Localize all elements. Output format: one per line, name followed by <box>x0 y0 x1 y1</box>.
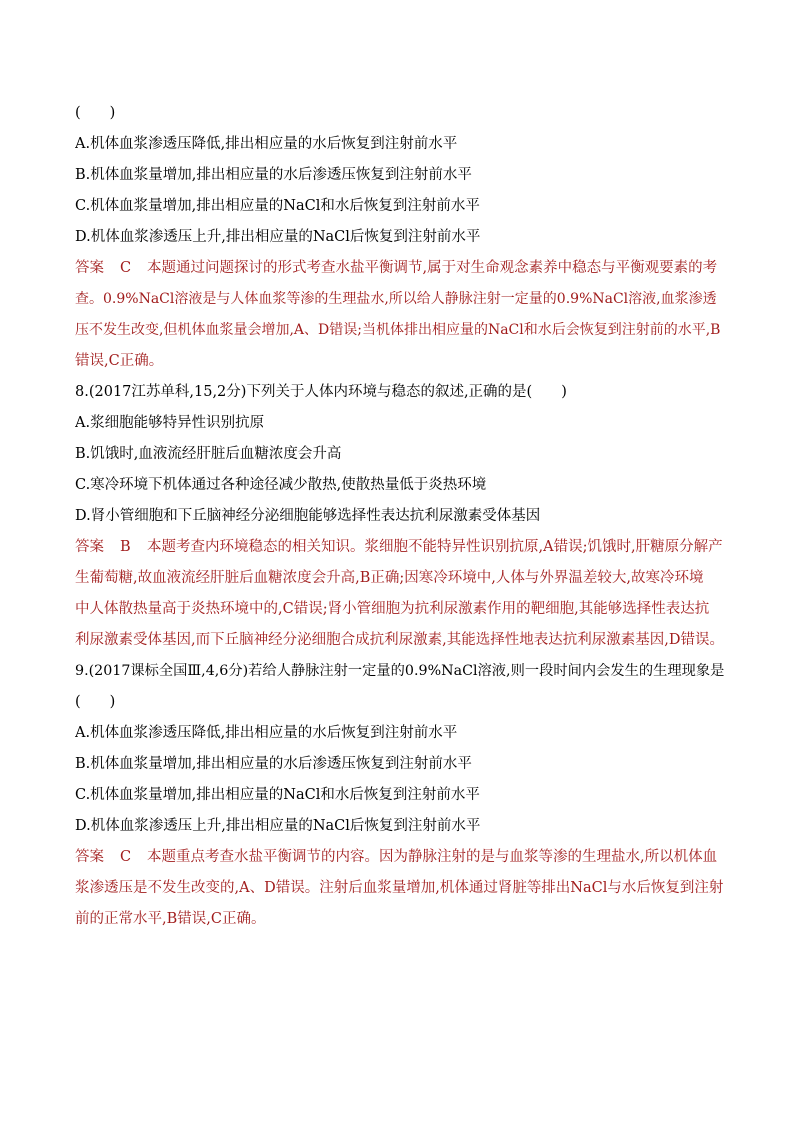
q8-option-d: D.肾小管细胞和下丘脑神经分泌细胞能够选择性表达抗利尿激素受体基因 <box>75 508 541 524</box>
q9-option-d: D.机体血浆渗透压上升,排出相应量的NaCl后恢复到注射前水平 <box>75 818 481 834</box>
q9-option-b: B.机体血浆量增加,排出相应量的水后渗透压恢复到注射前水平 <box>75 756 472 772</box>
q8-stem: 8.(2017江苏单科,15,2分)下列关于人体内环境与稳态的叙述,正确的是( ) <box>75 384 567 400</box>
q7-answer-letter: C <box>120 260 132 276</box>
q7-option-c: C.机体血浆量增加,排出相应量的NaCl和水后恢复到注射前水平 <box>75 198 480 214</box>
q9-explanation-2: 浆渗透压是不发生改变的,A、D错误。注射后血浆量增加,机体通过肾脏等排出NaCl与水后恢复到注射 <box>75 880 724 896</box>
q7-explanation-4: 错误,C正确。 <box>75 353 164 369</box>
q8-explanation-1: 本题考查内环境稳态的相关知识。浆细胞不能特异性识别抗原,A错误;饥饿时,肝糖原分解产 <box>147 539 723 555</box>
q7-option-a: A.机体血浆渗透压降低,排出相应量的水后恢复到注射前水平 <box>75 136 458 152</box>
q9-option-a: A.机体血浆渗透压降低,排出相应量的水后恢复到注射前水平 <box>75 725 458 741</box>
q7-explanation-2: 查。0.9%NaCl溶液是与人体血浆等渗的生理盐水,所以给人静脉注射一定量的0.9%NaCl溶液,血浆渗透 <box>75 291 717 307</box>
q9-stem: 9.(2017课标全国Ⅲ,4,6分)若给人静脉注射一定量的0.9%NaCl溶液,则一段时间内会发生的生理现象是 <box>75 663 725 679</box>
q8-answer-tag: 答案 <box>75 539 104 555</box>
q9-answer-letter: C <box>120 849 132 865</box>
q9-answer-parentheses: ( ) <box>75 694 116 710</box>
q9-answer-tag: 答案 <box>75 849 104 865</box>
q8-explanation-4: 利尿激素受体基因,而下丘脑神经分泌细胞合成抗利尿激素,其能选择性地表达抗利尿激素基因,D错误。 <box>75 632 724 648</box>
q8-answer-letter: B <box>120 539 131 555</box>
q8-explanation-2: 生葡萄糖,故血液流经肝脏后血糖浓度会升高,B正确;因寒冷环境中,人体与外界温差较大,故寒冷环境 <box>75 570 704 586</box>
q7-answer-tag: 答案 <box>75 260 104 276</box>
q9-answer-line-1 <box>75 842 727 873</box>
q8-option-b: B.饥饿时,血液流经肝脏后血糖浓度会升高 <box>75 446 342 462</box>
q9-explanation-1: 本题重点考查水盐平衡调节的内容。因为静脉注射的是与血浆等渗的生理盐水,所以机体血 <box>147 849 718 865</box>
q9-option-c: C.机体血浆量增加,排出相应量的NaCl和水后恢复到注射前水平 <box>75 787 480 803</box>
q7-answer-line-1 <box>75 253 727 284</box>
q7-option-b: B.机体血浆量增加,排出相应量的水后渗透压恢复到注射前水平 <box>75 167 472 183</box>
q7-explanation-1: 本题通过问题探讨的形式考查水盐平衡调节,属于对生命观念素养中稳态与平衡观要素的考 <box>147 260 718 276</box>
q7-explanation-3: 压不发生改变,但机体血浆量会增加,A、D错误;当机体排出相应量的NaCl和水后会恢复到注射前的水平,B <box>75 322 721 338</box>
q7-answer-parentheses: ( ) <box>75 105 116 121</box>
q7-option-d: D.机体血浆渗透压上升,排出相应量的NaCl后恢复到注射前水平 <box>75 229 481 245</box>
q8-option-c: C.寒冷环境下机体通过各种途径减少散热,使散热量低于炎热环境 <box>75 477 487 493</box>
q8-explanation-3: 中人体散热量高于炎热环境中的,C错误;肾小管细胞为抗利尿激素作用的靶细胞,其能够选择性表达抗 <box>75 601 710 617</box>
document-page <box>75 98 727 935</box>
q8-option-a: A.浆细胞能够特异性识别抗原 <box>75 415 265 431</box>
q8-answer-line-1 <box>75 532 727 563</box>
q9-explanation-3: 前的正常水平,B错误,C正确。 <box>75 911 266 927</box>
